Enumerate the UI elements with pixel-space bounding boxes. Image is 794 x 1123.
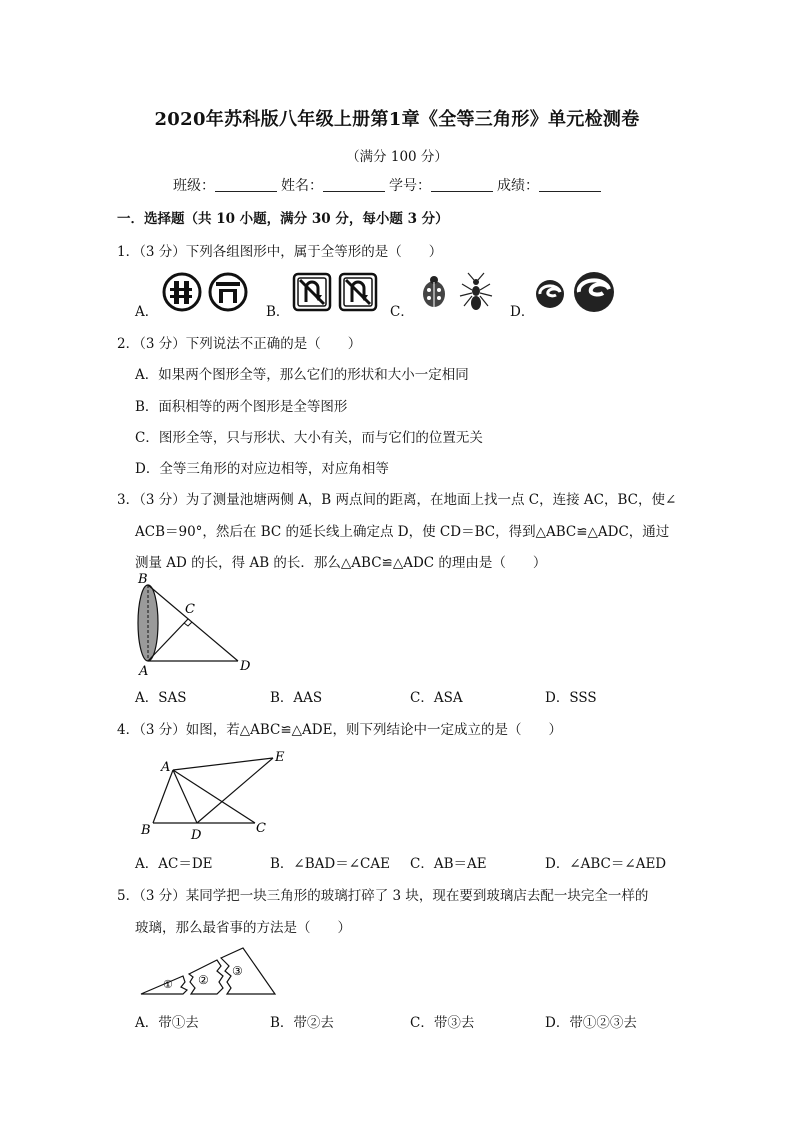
q5-option-b: B．带②去 <box>270 1015 334 1031</box>
q3-point-a: A <box>139 664 149 679</box>
q4-option-a: A．AC＝DE <box>135 856 213 872</box>
student-info-line <box>173 175 605 195</box>
q4-point-e: E <box>275 750 285 765</box>
ladybug-and-ant-icon <box>423 273 492 310</box>
class-blank[interactable] <box>215 177 277 192</box>
q3-point-d: D <box>240 659 251 674</box>
q5-piece-3-label: ③ <box>232 964 243 978</box>
q1-option-d-label: D． <box>510 304 535 320</box>
q3-point-c: C <box>185 602 195 617</box>
class-label: 班级： <box>173 178 215 194</box>
q1-option-c-label: C． <box>390 304 414 320</box>
q2-option-b: B．面积相等的两个图形是全等图形 <box>135 399 348 415</box>
q1-stem: 1．（3 分）下列各组图形中，属于全等形的是（ ） <box>117 244 443 260</box>
no-u-turn-sign-pair-icon <box>294 274 376 310</box>
q4-triangles-figure <box>135 745 295 845</box>
q1-option-b-figure <box>290 270 382 314</box>
name-blank[interactable] <box>323 177 385 192</box>
page-title: 2020年苏科版八年级上册第1章《全等三角形》单元检测卷 <box>154 109 640 130</box>
q3-stem-line1: 3．（3 分）为了测量池塘两侧 A，B 两点间的距离，在地面上找一点 C，连接 AC，BC，使∠ <box>117 492 677 508</box>
q5-piece-1-label: ① <box>163 978 173 991</box>
q3-option-c: C．ASA <box>410 690 463 706</box>
q3-pond-figure <box>130 570 270 680</box>
q2-option-d: D．全等三角形的对应边相等，对应角相等 <box>135 461 389 477</box>
score-label: 成绩： <box>497 178 539 194</box>
id-blank[interactable] <box>431 177 493 192</box>
q5-broken-glass-figure <box>135 940 280 1000</box>
q4-option-d: D．∠ABC＝∠AED <box>545 856 667 872</box>
q1-option-c-figure <box>414 270 504 314</box>
q4-option-b: B．∠BAD＝∠CAE <box>270 856 390 872</box>
q5-option-a: A．带①去 <box>135 1015 199 1031</box>
q5-stem-line1: 5．（3 分）某同学把一块三角形的玻璃打碎了 3 块，现在要到玻璃店去配一块完全一样的 <box>117 888 649 904</box>
q5-option-c: C．带③去 <box>410 1015 475 1031</box>
logo-pair-icon <box>164 274 246 310</box>
swirl-logo-pair-icon <box>536 272 614 312</box>
section-heading-choice: 一．选择题（共 10 小题，满分 30 分，每小题 3 分） <box>117 211 449 227</box>
q4-point-b: B <box>141 823 151 838</box>
q3-option-d: D．SSS <box>545 690 597 706</box>
id-label: 学号： <box>389 178 431 194</box>
q4-point-c: C <box>256 821 266 836</box>
q2-option-c: C．图形全等，只与形状、大小有关，而与它们的位置无关 <box>135 430 483 446</box>
q4-option-c: C．AB＝AE <box>410 856 487 872</box>
q2-stem: 2．（3 分）下列说法不正确的是（ ） <box>117 336 362 352</box>
q1-option-a-figure <box>160 270 252 314</box>
q4-point-d: D <box>191 828 202 843</box>
q3-stem-line2: ACB＝90°，然后在 BC 的延长线上确定点 D，使 CD＝BC，得到△ABC≌△ADC，通过 <box>135 524 670 540</box>
q1-option-d-figure <box>532 270 622 314</box>
q2-option-a: A．如果两个图形全等，那么它们的形状和大小一定相同 <box>135 367 469 383</box>
segment-de <box>197 758 273 823</box>
score-blank[interactable] <box>539 177 601 192</box>
name-label: 姓名： <box>281 178 323 194</box>
q3-stem-line3: 测量 AD 的长，得 AB 的长．那么△ABC≌△ADC 的理由是（ ） <box>135 555 547 571</box>
glass-piece-3 <box>221 948 275 994</box>
q1-option-a-label: A． <box>135 304 159 320</box>
page-subtitle: （满分 100 分） <box>346 149 448 165</box>
q3-point-b: B <box>138 572 148 587</box>
q5-option-d: D．带①②③去 <box>545 1015 637 1031</box>
segment-ae <box>173 758 273 770</box>
q3-option-b: B．AAS <box>270 690 323 706</box>
q5-piece-2-label: ② <box>198 973 209 987</box>
q4-stem: 4．（3 分）如图，若△ABC≌△ADE，则下列结论中一定成立的是（ ） <box>117 722 562 738</box>
segment-ab <box>153 770 173 823</box>
q3-option-a: A．SAS <box>135 690 187 706</box>
q5-stem-line2: 玻璃，那么最省事的方法是（ ） <box>135 920 351 936</box>
q1-option-b-label: B． <box>266 304 290 320</box>
q4-point-a: A <box>161 760 171 775</box>
segment-bd <box>148 585 238 661</box>
